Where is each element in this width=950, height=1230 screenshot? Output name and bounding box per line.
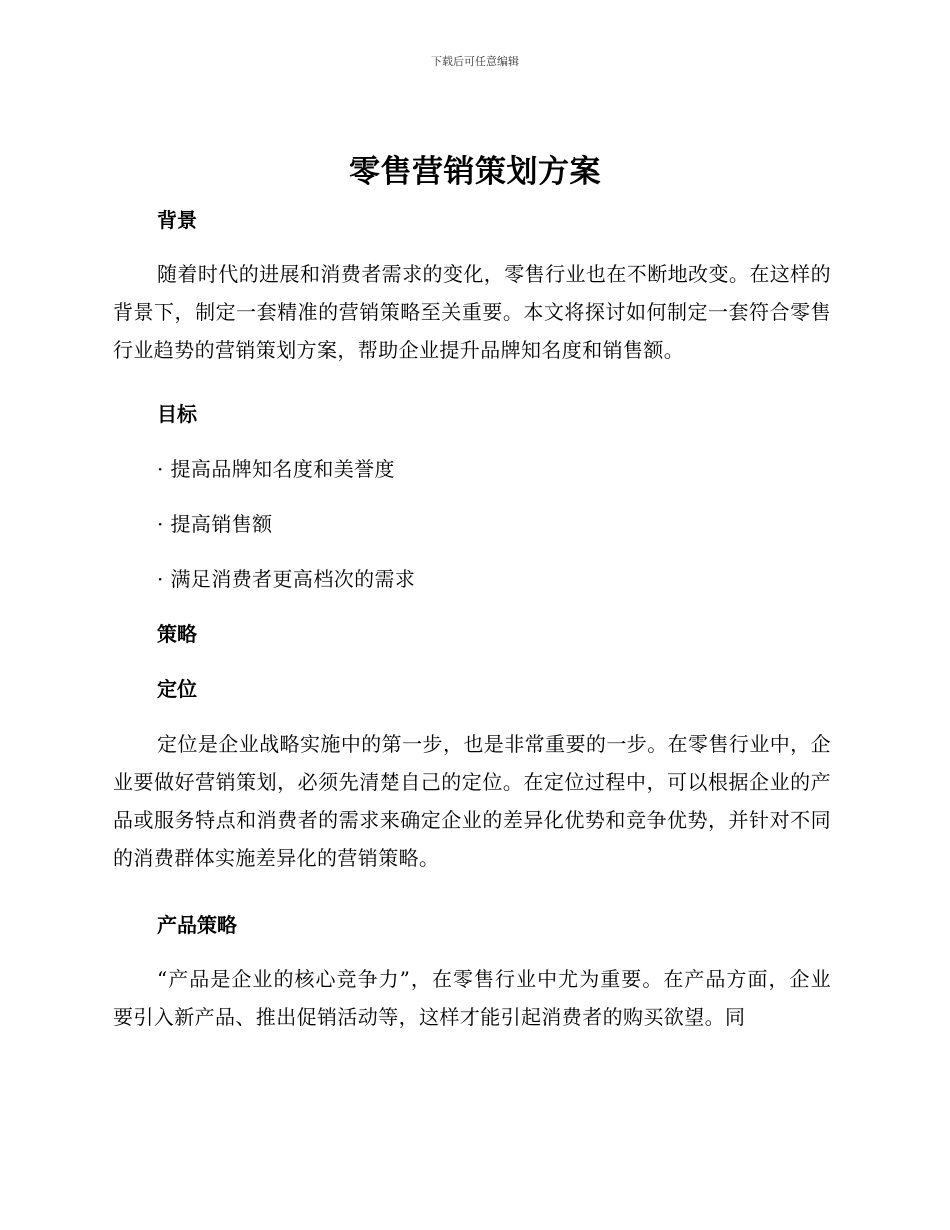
goal-item: · 提高销售额 bbox=[157, 512, 273, 536]
section-heading-goals: 目标 bbox=[157, 402, 197, 426]
section-heading-background: 背景 bbox=[157, 208, 197, 232]
header-note: 下载后可任意编辑 bbox=[431, 55, 519, 68]
section-heading-strategy: 策略 bbox=[157, 622, 197, 646]
goal-item: · 满足消费者更高档次的需求 bbox=[157, 567, 416, 591]
section-heading-product: 产品策略 bbox=[157, 913, 237, 937]
document-title: 零售营销策划方案 bbox=[349, 154, 601, 190]
section-heading-positioning: 定位 bbox=[157, 677, 197, 701]
paragraph-background: 随着时代的进展和消费者需求的变化，零售行业也在不断地改变。在这样的背景下，制定一套精准的营销策略至关重要。本文将探讨如何制定一套符合零售行业趋势的营销策划方案，帮助企业提升品牌知名度和销售额。 bbox=[113, 262, 831, 362]
paragraph-positioning: 定位是企业战略实施中的第一步，也是非常重要的一步。在零售行业中，企业要做好营销策划，必须先清楚自己的定位。在定位过程中，可以根据企业的产品或服务特点和消费者的需求来确定企业的差异化优势和竞争优势，并针对不同的消费群体实施差异化的营销策略。 bbox=[113, 732, 831, 870]
goal-item: · 提高品牌知名度和美誉度 bbox=[157, 457, 395, 481]
paragraph-product: “产品是企业的核心竞争力”，在零售行业中尤为重要。在产品方面，企业要引入新产品、推出促销活动等，这样才能引起消费者的购买欲望。同 bbox=[113, 967, 831, 1029]
